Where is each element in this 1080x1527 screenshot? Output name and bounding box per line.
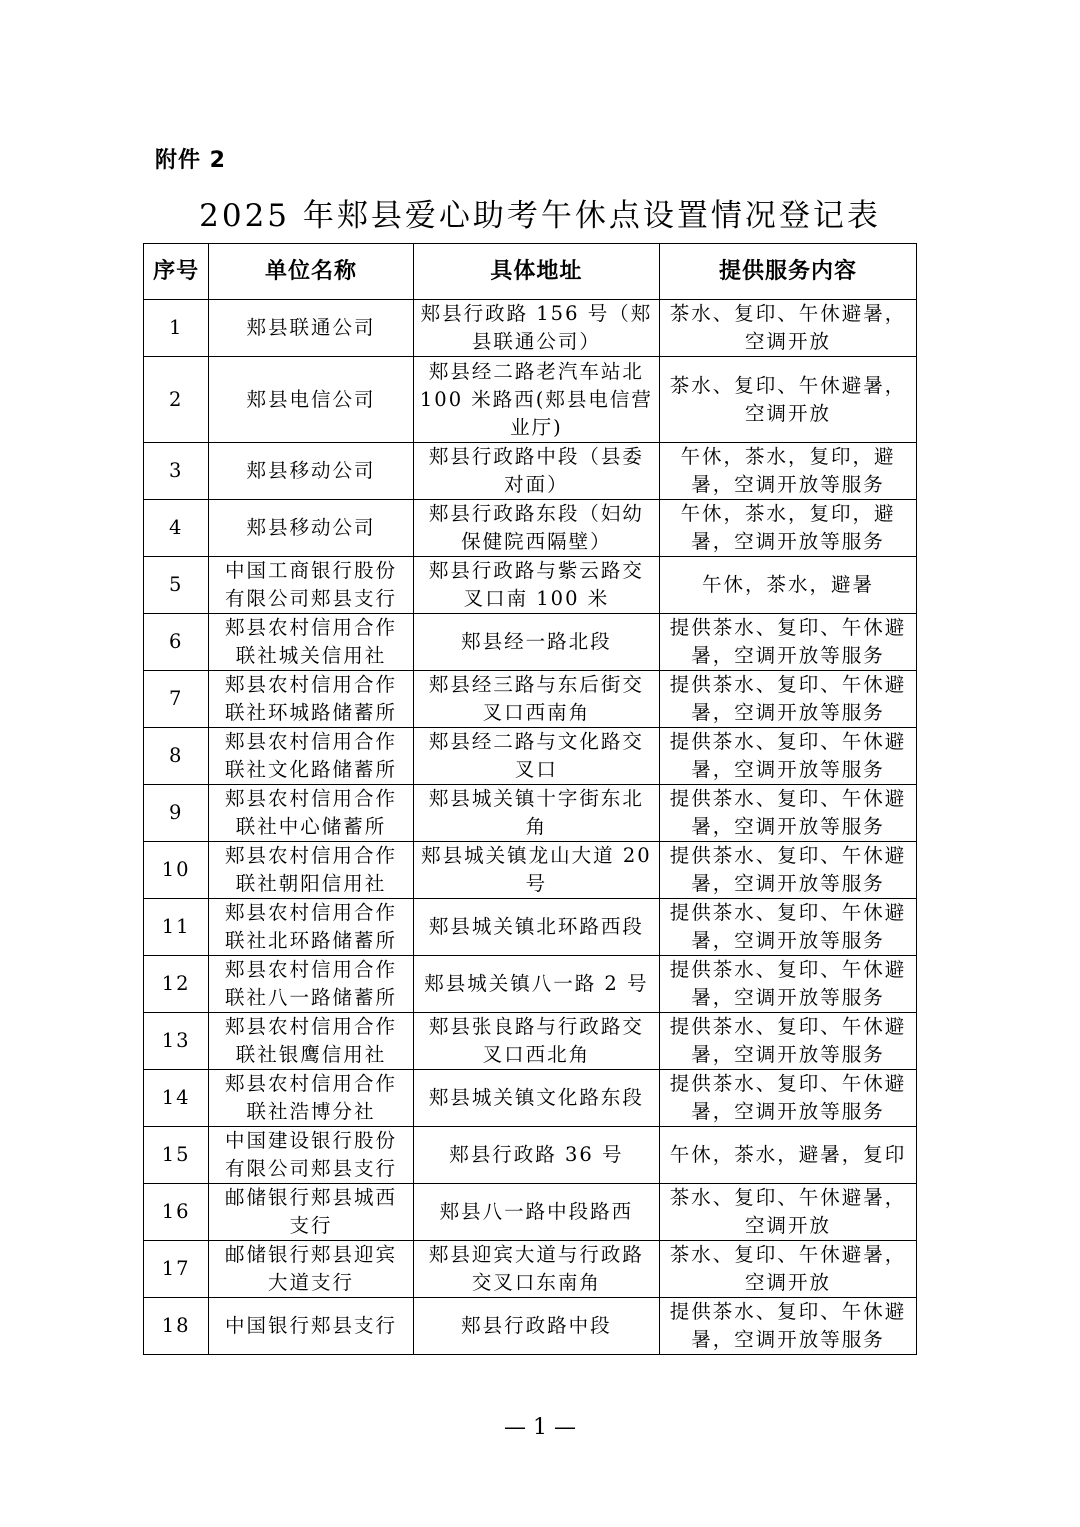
table-row bbox=[144, 785, 917, 842]
cell-services: 提供茶水、复印、午休避暑，空调开放等服务 bbox=[660, 956, 917, 1013]
cell-services: 茶水、复印、午休避暑，空调开放 bbox=[660, 1241, 917, 1298]
table-row bbox=[144, 557, 917, 614]
table-row bbox=[144, 1127, 917, 1184]
table-row bbox=[144, 1298, 917, 1355]
table-header-row bbox=[144, 244, 917, 300]
cell-address: 郏县城关镇十字街东北角 bbox=[413, 785, 659, 842]
table-row bbox=[144, 1241, 917, 1298]
cell-index: 15 bbox=[144, 1127, 209, 1184]
cell-index: 3 bbox=[144, 443, 209, 500]
table-row bbox=[144, 443, 917, 500]
attachment-label: 附件 2 bbox=[155, 148, 226, 173]
header-unit-name: 单位名称 bbox=[209, 244, 413, 300]
cell-address: 郏县城关镇龙山大道 20 号 bbox=[413, 842, 659, 899]
header-services: 提供服务内容 bbox=[660, 244, 917, 300]
cell-address: 郏县八一路中段路西 bbox=[413, 1184, 659, 1241]
cell-services: 茶水、复印、午休避暑，空调开放 bbox=[660, 357, 917, 443]
document-title: 2025 年郏县爱心助考午休点设置情况登记表 bbox=[199, 198, 881, 234]
table-row bbox=[144, 899, 917, 956]
table-row bbox=[144, 614, 917, 671]
cell-services: 茶水、复印、午休避暑，空调开放 bbox=[660, 300, 917, 357]
cell-address: 郏县行政路中段（县委对面） bbox=[413, 443, 659, 500]
table-row bbox=[144, 1013, 917, 1070]
table-row bbox=[144, 671, 917, 728]
cell-unit-name: 郏县农村信用合作联社中心储蓄所 bbox=[209, 785, 413, 842]
cell-index: 11 bbox=[144, 899, 209, 956]
cell-index: 8 bbox=[144, 728, 209, 785]
cell-services: 午休，茶水，复印，避暑，空调开放等服务 bbox=[660, 443, 917, 500]
cell-unit-name: 郏县农村信用合作联社环城路储蓄所 bbox=[209, 671, 413, 728]
table-row bbox=[144, 842, 917, 899]
cell-unit-name: 郏县移动公司 bbox=[209, 443, 413, 500]
table-row bbox=[144, 300, 917, 357]
cell-index: 17 bbox=[144, 1241, 209, 1298]
cell-address: 郏县行政路 156 号（郏县联通公司） bbox=[413, 300, 659, 357]
cell-unit-name: 郏县农村信用合作联社银鹰信用社 bbox=[209, 1013, 413, 1070]
cell-unit-name: 郏县农村信用合作联社八一路储蓄所 bbox=[209, 956, 413, 1013]
page-number: — 1 — bbox=[504, 1415, 576, 1440]
table-row bbox=[144, 357, 917, 443]
cell-address: 郏县行政路东段（妇幼保健院西隔壁） bbox=[413, 500, 659, 557]
table-row bbox=[144, 1070, 917, 1127]
cell-address: 郏县迎宾大道与行政路交叉口东南角 bbox=[413, 1241, 659, 1298]
cell-unit-name: 郏县联通公司 bbox=[209, 300, 413, 357]
cell-address: 郏县行政路与紫云路交叉口南 100 米 bbox=[413, 557, 659, 614]
cell-address: 郏县城关镇北环路西段 bbox=[413, 899, 659, 956]
cell-services: 提供茶水、复印、午休避暑，空调开放等服务 bbox=[660, 1013, 917, 1070]
table-row bbox=[144, 956, 917, 1013]
cell-unit-name: 郏县电信公司 bbox=[209, 357, 413, 443]
cell-unit-name: 中国工商银行股份有限公司郏县支行 bbox=[209, 557, 413, 614]
cell-address: 郏县行政路 36 号 bbox=[413, 1127, 659, 1184]
table-row bbox=[144, 728, 917, 785]
registration-table bbox=[143, 243, 917, 1355]
cell-services: 提供茶水、复印、午休避暑，空调开放等服务 bbox=[660, 785, 917, 842]
cell-index: 6 bbox=[144, 614, 209, 671]
cell-unit-name: 中国建设银行股份有限公司郏县支行 bbox=[209, 1127, 413, 1184]
cell-index: 9 bbox=[144, 785, 209, 842]
cell-unit-name: 邮储银行郏县迎宾大道支行 bbox=[209, 1241, 413, 1298]
table-row bbox=[144, 1184, 917, 1241]
table-row bbox=[144, 500, 917, 557]
cell-services: 午休，茶水，复印，避暑，空调开放等服务 bbox=[660, 500, 917, 557]
cell-services: 提供茶水、复印、午休避暑，空调开放等服务 bbox=[660, 671, 917, 728]
cell-address: 郏县经二路与文化路交叉口 bbox=[413, 728, 659, 785]
cell-index: 18 bbox=[144, 1298, 209, 1355]
cell-services: 茶水、复印、午休避暑，空调开放 bbox=[660, 1184, 917, 1241]
cell-unit-name: 郏县农村信用合作联社朝阳信用社 bbox=[209, 842, 413, 899]
cell-services: 提供茶水、复印、午休避暑，空调开放等服务 bbox=[660, 614, 917, 671]
cell-address: 郏县经一路北段 bbox=[413, 614, 659, 671]
cell-services: 提供茶水、复印、午休避暑，空调开放等服务 bbox=[660, 1070, 917, 1127]
cell-address: 郏县城关镇文化路东段 bbox=[413, 1070, 659, 1127]
cell-index: 10 bbox=[144, 842, 209, 899]
cell-index: 13 bbox=[144, 1013, 209, 1070]
cell-unit-name: 郏县农村信用合作联社浩博分社 bbox=[209, 1070, 413, 1127]
cell-index: 16 bbox=[144, 1184, 209, 1241]
cell-index: 1 bbox=[144, 300, 209, 357]
header-address: 具体地址 bbox=[413, 244, 659, 300]
cell-unit-name: 郏县移动公司 bbox=[209, 500, 413, 557]
cell-address: 郏县经二路老汽车站北 100 米路西(郏县电信营业厅) bbox=[413, 357, 659, 443]
cell-services: 提供茶水、复印、午休避暑，空调开放等服务 bbox=[660, 728, 917, 785]
cell-address: 郏县城关镇八一路 2 号 bbox=[413, 956, 659, 1013]
header-index: 序号 bbox=[144, 244, 209, 300]
cell-unit-name: 邮储银行郏县城西支行 bbox=[209, 1184, 413, 1241]
cell-index: 5 bbox=[144, 557, 209, 614]
cell-unit-name: 中国银行郏县支行 bbox=[209, 1298, 413, 1355]
cell-index: 7 bbox=[144, 671, 209, 728]
cell-index: 14 bbox=[144, 1070, 209, 1127]
cell-services: 午休，茶水，避暑 bbox=[660, 557, 917, 614]
cell-services: 提供茶水、复印、午休避暑，空调开放等服务 bbox=[660, 842, 917, 899]
cell-address: 郏县张良路与行政路交叉口西北角 bbox=[413, 1013, 659, 1070]
cell-unit-name: 郏县农村信用合作联社北环路储蓄所 bbox=[209, 899, 413, 956]
cell-index: 4 bbox=[144, 500, 209, 557]
cell-unit-name: 郏县农村信用合作联社文化路储蓄所 bbox=[209, 728, 413, 785]
cell-address: 郏县经三路与东后街交叉口西南角 bbox=[413, 671, 659, 728]
cell-index: 12 bbox=[144, 956, 209, 1013]
cell-services: 提供茶水、复印、午休避暑，空调开放等服务 bbox=[660, 899, 917, 956]
cell-index: 2 bbox=[144, 357, 209, 443]
cell-services: 午休，茶水，避暑，复印 bbox=[660, 1127, 917, 1184]
cell-address: 郏县行政路中段 bbox=[413, 1298, 659, 1355]
cell-unit-name: 郏县农村信用合作联社城关信用社 bbox=[209, 614, 413, 671]
cell-services: 提供茶水、复印、午休避暑，空调开放等服务 bbox=[660, 1298, 917, 1355]
